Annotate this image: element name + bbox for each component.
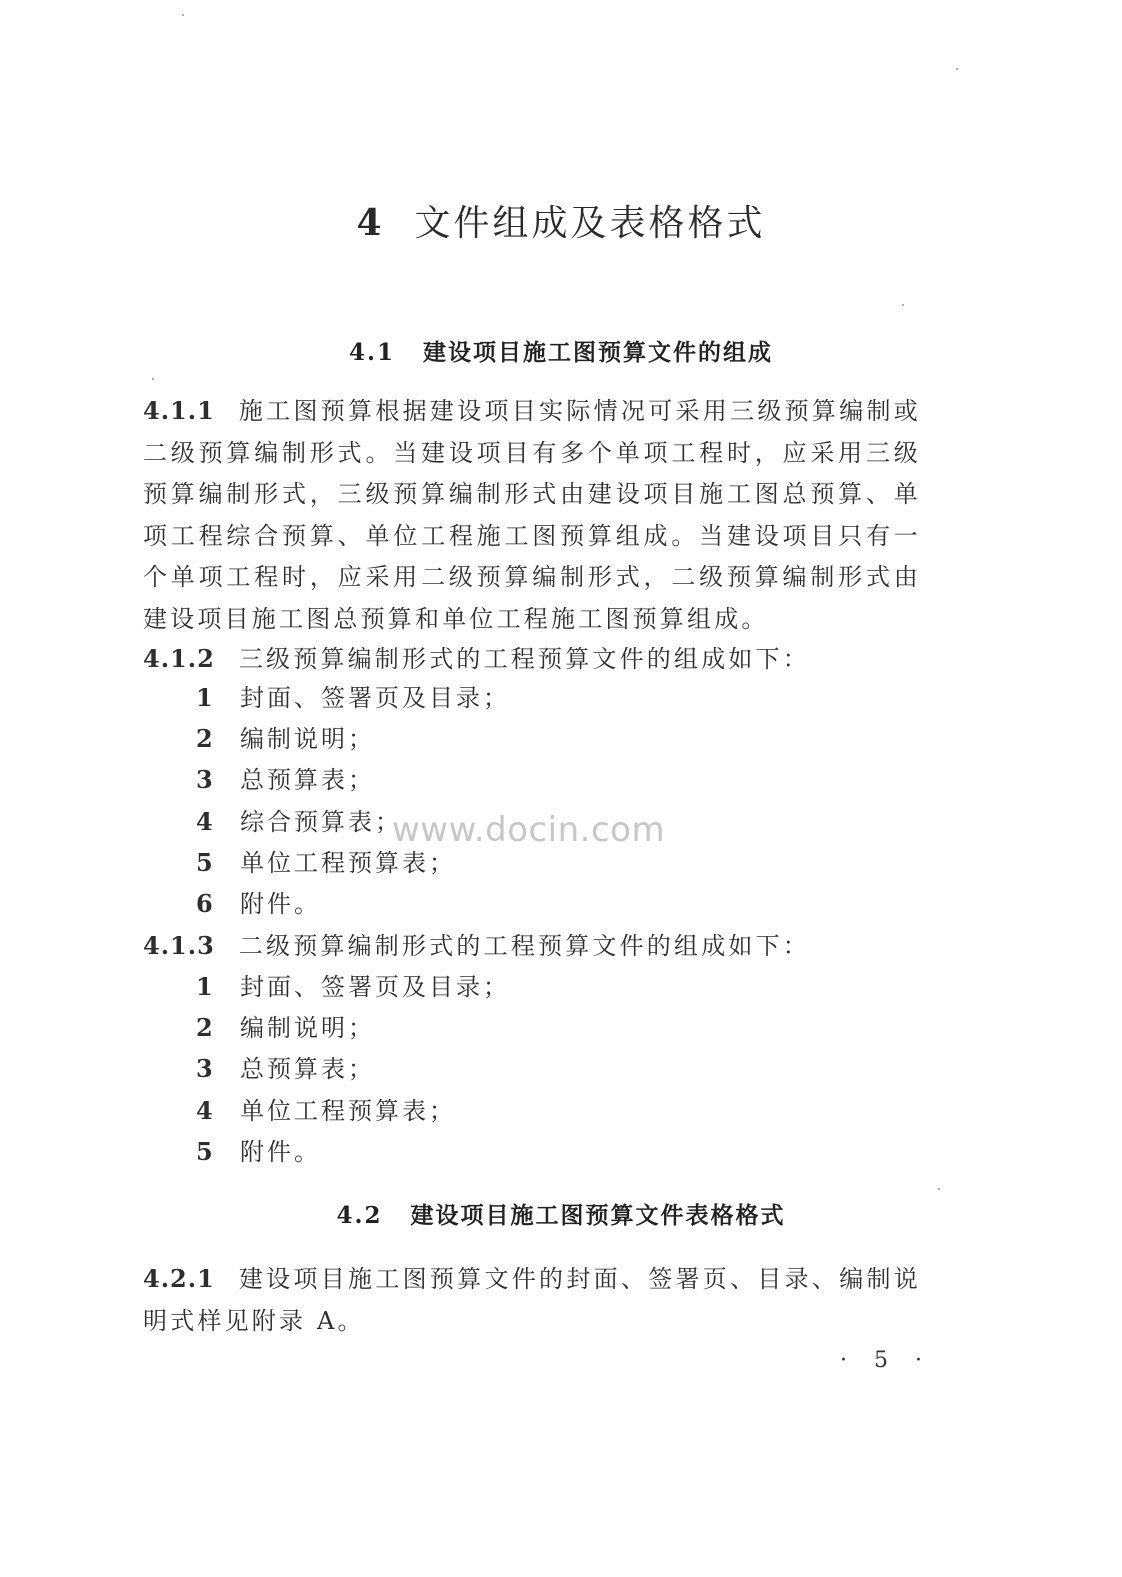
clause-4-2-1 [143,1258,921,1342]
list-4-1-2 [196,677,896,924]
list-item-text: 封面、签署页及目录； [240,684,510,712]
clause-text: 三级预算编制形式的工程预算文件的组成如下： [238,645,811,673]
list-item-text: 编制说明； [240,1014,375,1043]
watermark: www.docin.com [392,810,666,850]
scan-speck [938,1188,940,1190]
scan-speck [902,304,904,306]
clause-text: 建设项目施工图预算文件的封面、签署页、目录、编制说明式样见附录 A。 [143,1265,921,1335]
list-item-number: 2 [196,724,216,754]
list-item [196,1007,896,1048]
list-item-number: 3 [196,765,216,795]
chapter-number: 4 [356,202,385,244]
list-item-text: 总预算表； [240,766,375,795]
list-item-number: 6 [196,888,216,918]
clause-4-1-2 [143,638,921,681]
list-item-text: 附件。 [240,1137,321,1166]
chapter-title-text: 文件组成及表格格式 [414,203,766,244]
list-4-1-3 [196,966,896,1172]
section-number: 4.2 [336,1202,383,1229]
scan-speck [152,378,154,380]
list-item-text: 封面、签署页及目录； [240,973,510,1001]
list-item-text: 综合预算表； [240,807,402,836]
clause-4-1-3 [143,925,921,968]
clause-text: 施工图预算根据建设项目实际情况可采用三级预算编制或二级预算编制形式。当建设项目有多个单项工程时，应采用三级预算编制形式，三级预算编制形式由建设项目施工图总预算、单项工程综合预算、单位工程施工图预算组成。当建设项目只有一个单项工程时，应采用二级预算编制形式，二级预算编制形式由建设项目施工图总预算和单位工程施工图预算组成。 [143,397,921,633]
list-item-text: 编制说明； [240,725,375,754]
list-item [196,759,896,800]
clause-number: 4.1.3 [143,931,215,960]
section-heading-4-2 [0,1197,1122,1230]
list-item [196,1131,896,1172]
chapter-title [0,195,1122,246]
list-item-text: 附件。 [240,889,321,918]
list-item-text: 总预算表； [240,1055,375,1084]
list-item-text: 单位工程预算表； [240,848,456,877]
page-number: · 5 · [840,1348,932,1373]
list-item [196,1090,896,1131]
list-item-number: 5 [196,1136,216,1166]
section-heading-4-1 [0,334,1122,367]
clause-number: 4.1.2 [143,644,215,673]
list-item [196,718,896,759]
section-number: 4.1 [348,339,395,366]
list-item [196,883,896,924]
clause-text: 二级预算编制形式的工程预算文件的组成如下： [238,932,811,960]
list-item-number: 4 [196,1095,216,1125]
list-item [196,677,896,718]
scan-speck [182,14,184,16]
section-title-text: 建设项目施工图预算文件表格格式 [410,1202,786,1229]
clause-number: 4.1.1 [143,396,215,425]
list-item-number: 2 [196,1013,216,1043]
list-item [196,966,896,1007]
list-item-number: 4 [196,806,216,836]
list-item-number: 1 [196,683,216,712]
list-item-number: 3 [196,1054,216,1084]
list-item [196,1048,896,1089]
list-item-text: 单位工程预算表； [240,1096,456,1125]
list-item-number: 5 [196,847,216,877]
list-item-number: 1 [196,972,216,1001]
clause-4-1-1 [143,390,921,640]
section-title-text: 建设项目施工图预算文件的组成 [423,339,773,366]
clause-number: 4.2.1 [143,1264,215,1293]
scan-speck [956,68,958,70]
